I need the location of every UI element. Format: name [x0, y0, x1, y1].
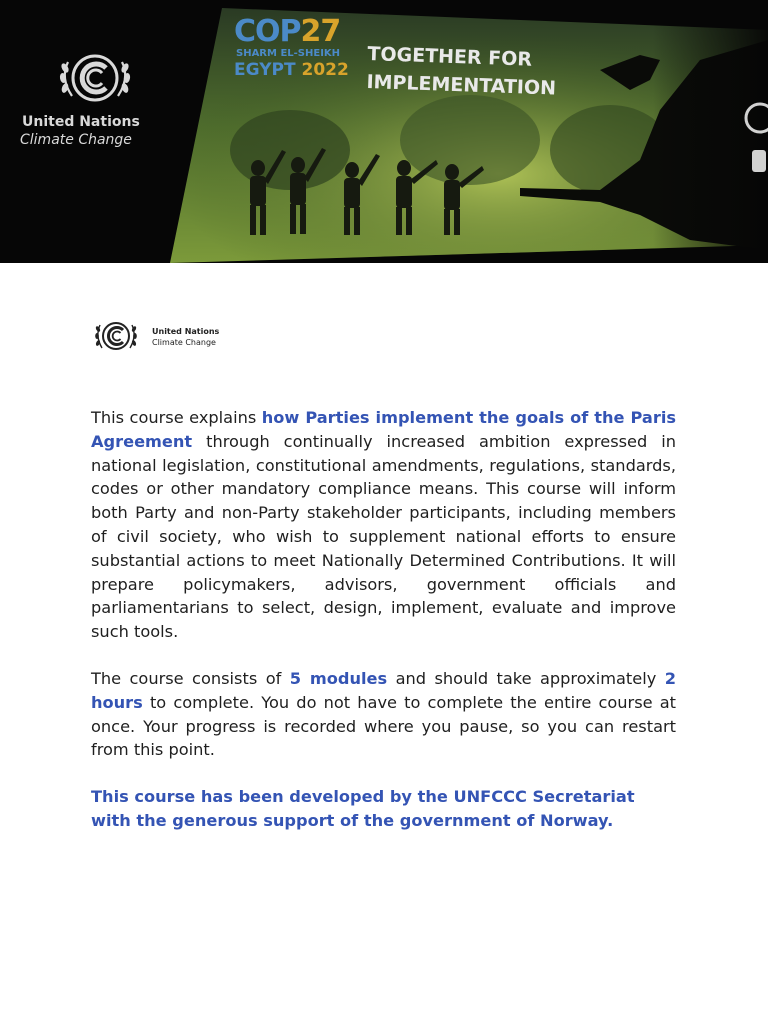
hero-logo-line1: United Nations — [22, 114, 140, 130]
intro-paragraph — [91, 406, 676, 644]
un-climate-emblem-icon — [92, 318, 140, 354]
intro-highlight: how Parties implement the goals of the Paris Agreement — [91, 408, 676, 451]
brand-line2: Climate Change — [152, 338, 216, 347]
duration-hours: 2 hours — [91, 668, 676, 712]
cop-title — [234, 14, 340, 49]
intro-text-rest: through continually increased ambition expressed in national legislation, constitutional amendments, regulations, standards, codes or other mandatory compliance means. This course will inform both Party and non-Party stakeholder participants, including members of civil society, who wish to supplement national efforts to ensure substantial actions to meet Nationally Determined Contributions. It will prepare policymakers, advisors, government officials and parliamentarians to select, design, implement, evaluate and improve such tools. — [91, 431, 676, 642]
modules-count: 5 modules — [289, 668, 388, 688]
brand-line1: United Nations — [152, 327, 220, 336]
duration-paragraph — [91, 667, 676, 762]
intro-text-start: This course explains — [91, 408, 262, 427]
duration-text-mid: and should take approximately — [387, 668, 665, 688]
duration-text-start: The course consists of — [91, 668, 290, 688]
course-description — [91, 406, 676, 856]
hero-headline-line1: TOGETHER FOR — [367, 42, 533, 71]
cop27-logo — [234, 14, 364, 94]
hero-headline-line2: IMPLEMENTATION — [366, 70, 557, 100]
brand-logo — [92, 318, 222, 356]
un-climate-emblem-icon — [50, 48, 140, 108]
hero-headline — [366, 40, 557, 103]
cop-year: 2022 — [301, 60, 349, 80]
hero-logo-line2: Climate Change — [20, 132, 132, 148]
duration-text-rest: to complete. You do not have to complete the entire course at once. Your progress is recorded where you pause, so you can restart from this point. — [91, 692, 676, 760]
hero-un-logo — [18, 48, 158, 158]
cop-location: SHARM EL-SHEIKH — [236, 48, 341, 59]
cop-title-number: 27 — [300, 14, 341, 49]
cop-country: EGYPT — [234, 60, 296, 80]
cop-title-text: COP — [234, 14, 301, 49]
hero-banner — [0, 0, 768, 263]
support-statement: This course has been developed by the UNFCCC Secretariat with the generous support of the government of Norway. — [91, 787, 635, 830]
cop-country-year — [234, 60, 349, 80]
